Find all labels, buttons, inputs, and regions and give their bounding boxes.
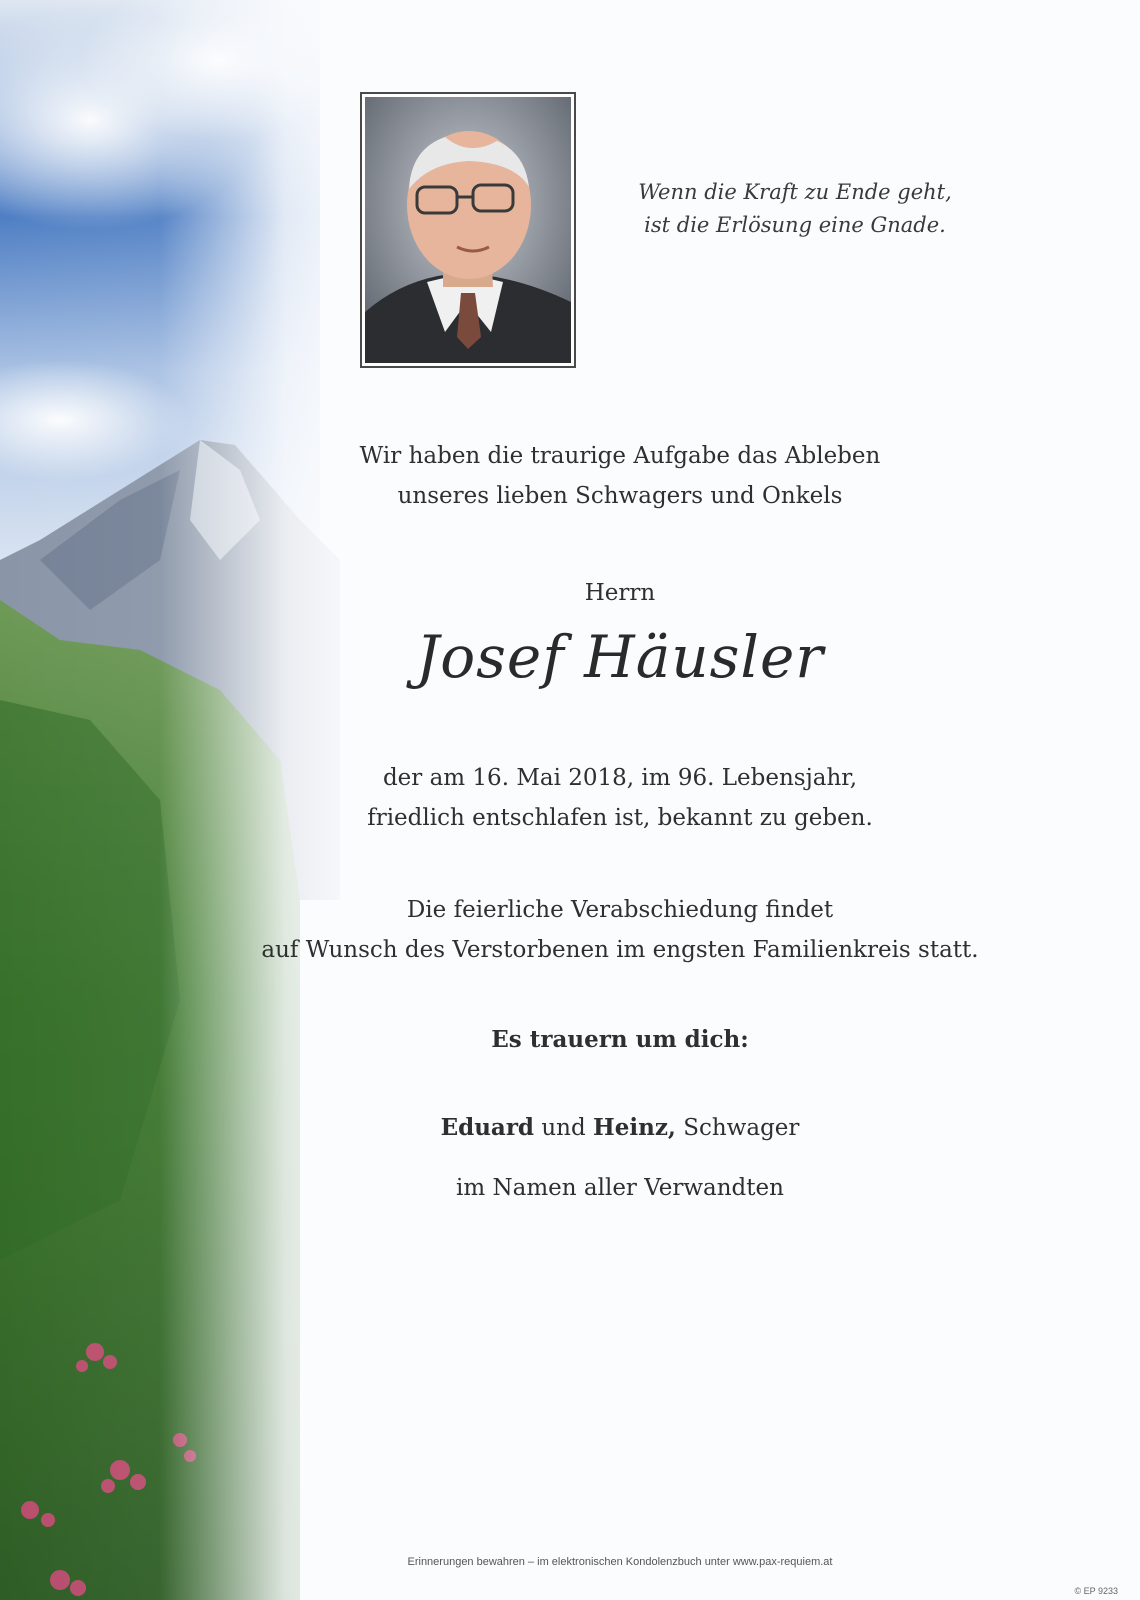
- intro-line-1: Wir haben die traurige Aufgabe das Ableben: [359, 443, 881, 469]
- mourners-relation: Schwager: [675, 1115, 800, 1141]
- death-notice-line-2: friedlich entschlafen ist, bekannt zu geben.: [367, 805, 873, 831]
- mourning-heading: Es trauern um dich:: [491, 1026, 749, 1053]
- death-notice: [200, 758, 1040, 838]
- family-line: im Namen aller Verwandten: [456, 1175, 784, 1201]
- mourner-name-1: Eduard: [440, 1114, 535, 1141]
- product-code: © EP 9233: [1074, 1586, 1118, 1596]
- farewell-line-1: Die feierliche Verabschiedung findet: [406, 897, 834, 923]
- footer-note: Erinnerungen bewahren – im elektronischen Kondolenzbuch unter www.pax-requiem.at: [407, 1556, 833, 1568]
- portrait-photo: [360, 92, 576, 368]
- mourners-connector: und: [534, 1115, 593, 1141]
- mourners-line: [200, 1108, 1040, 1148]
- farewell-line-2: auf Wunsch des Verstorbenen im engsten Familienkreis statt.: [261, 937, 979, 963]
- intro-text: [200, 436, 1040, 516]
- portrait-image: [365, 97, 571, 363]
- farewell-notice: [200, 890, 1040, 970]
- motto-quote: [600, 176, 990, 242]
- mourner-name-2: Heinz,: [593, 1114, 676, 1141]
- motto-line-1: Wenn die Kraft zu Ende geht,: [638, 180, 952, 204]
- intro-line-2: unseres lieben Schwagers und Onkels: [397, 483, 843, 509]
- deceased-name: Josef Häusler: [415, 623, 825, 691]
- death-notice-line-1: der am 16. Mai 2018, im 96. Lebensjahr,: [382, 765, 858, 791]
- motto-line-2: ist die Erlösung eine Gnade.: [644, 213, 946, 237]
- salutation: Herrn: [584, 580, 656, 606]
